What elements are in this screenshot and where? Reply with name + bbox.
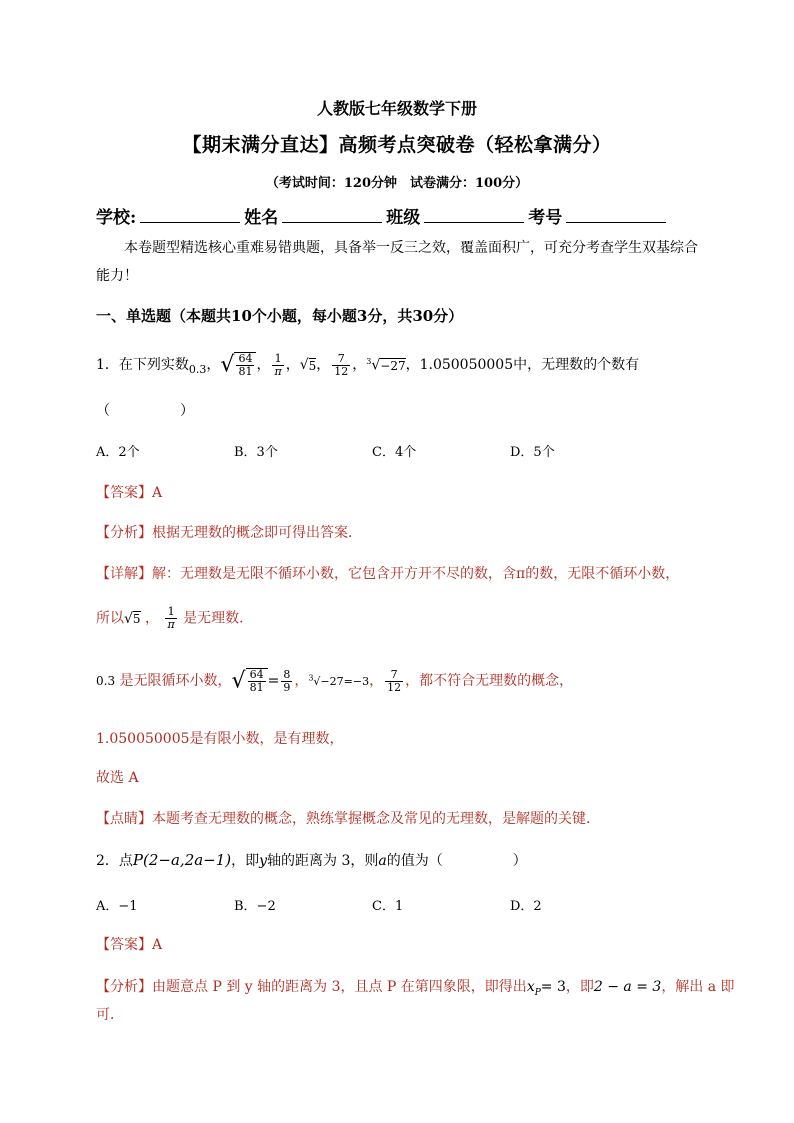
doc-subtitle: 【期末满分直达】高频考点突破卷（轻松拿满分） <box>182 134 612 156</box>
q1-option-a[interactable]: A．2个 <box>96 445 140 460</box>
q2-stem: 2．点P(2−a,2a−1)，即y轴的距离为 3，则a的值为（ ） <box>96 851 527 869</box>
q1-stem: 1．在下列实数$_{0.3}$，√ $\frac{64}{81}$ ， $\frac{1}{\pi}$ ，√5， $\frac{7}{12}$ ，$^3$√−27，1.050050005中，无理数的个数有 <box>96 351 640 378</box>
q1-sqrt5: √5 <box>299 357 317 373</box>
school-label: 学校: <box>96 208 137 228</box>
student-info-row <box>96 203 700 228</box>
q1-frac-712: $\frac{7}{12}$ <box>334 351 349 378</box>
class-blank[interactable] <box>424 208 524 223</box>
q1-detail-line2: 所以√5 ， $\frac{1}{\pi}$ 是无理数． <box>96 605 254 631</box>
q1-frac-pi: $\frac{1}{\pi}$ <box>274 351 282 378</box>
doc-title: 人教版七年级数学下册 <box>316 99 477 118</box>
section-heading: 一、单选题（本题共10个小题，每小题3分，共30分） <box>96 307 464 325</box>
q1-detail-line5: 故选 A <box>96 770 139 786</box>
q1-detail: 【详解】解：无理数是无限不循环小数，它包含开方开不尽的数，含π的数，无限不循环小数， <box>96 566 680 582</box>
q1-detail-line4: 1.050050005是有限小数，是有理数， <box>96 731 344 747</box>
q1-option-c[interactable]: C．4个 <box>372 445 417 460</box>
q2-option-d[interactable]: D．2 <box>510 899 542 914</box>
school-blank[interactable] <box>140 208 240 223</box>
class-label: 班级 <box>386 208 421 228</box>
q2-option-a[interactable]: A．−1 <box>96 899 138 914</box>
q1-lead: 1．在下列实数 <box>96 357 189 373</box>
q1-option-b[interactable]: B．3个 <box>234 445 278 460</box>
q2-option-b[interactable]: B．−2 <box>234 899 276 914</box>
q2-answer: 【答案】A <box>96 937 163 953</box>
name-label: 姓名 <box>244 208 279 228</box>
q2-analysis: 【分析】由题意点 P 到 y 轴的距离为 3，且点 P 在第四象限，即得出$x_P= 3$，即2 − a = 3，解出 a 即 <box>96 979 735 998</box>
q1-decimal: 0.3 <box>188 363 207 376</box>
q1-answer: 【答案】A <box>96 485 163 501</box>
q1-comment: 【点睛】本题考查无理数的概念，熟练掌握概念及常见的无理数，是解题的关键． <box>96 811 600 827</box>
q1-radical-frac: √ $\frac{64}{81}$ <box>220 352 256 378</box>
intro-paragraph: 本卷题型精选核心重难易错典题，具备举一反三之效，覆盖面积广，可充分考查学生双基综合能力！ <box>96 240 698 284</box>
number-blank[interactable] <box>566 208 666 223</box>
q1-cbrt: $^3$√−27 <box>366 356 406 374</box>
q1-option-d[interactable]: D．5个 <box>510 445 555 460</box>
q1-paren: （ ） <box>96 403 194 419</box>
exam-meta: （考试时间：120分钟 试卷满分：100分） <box>265 176 529 191</box>
q2-analysis-cont: 可． <box>96 1007 124 1023</box>
q1-detail-line3: 0.3 是无限循环小数，√ $\frac{64}{81}$ = $\frac{8}{9}$ ，$^3$√−27=−3， $\frac{7}{12}$ ，都不符合无理数的概念， <box>96 667 574 694</box>
name-blank[interactable] <box>282 208 382 223</box>
number-label: 考号 <box>528 208 563 228</box>
q1-tail: ，1.050050005中，无理数的个数有 <box>405 357 640 373</box>
q1-analysis: 【分析】根据无理数的概念即可得出答案． <box>96 525 362 541</box>
q2-option-c[interactable]: C．1 <box>372 899 404 914</box>
